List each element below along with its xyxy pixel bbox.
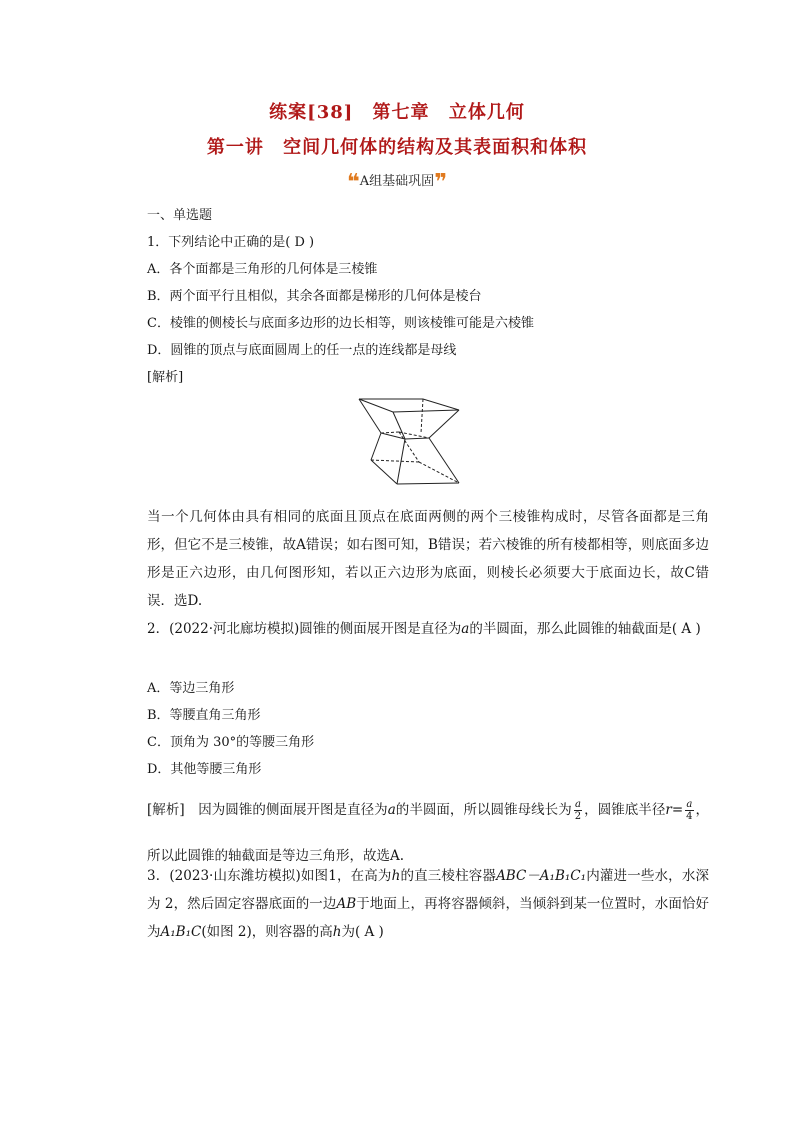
q1-option-c: C．棱锥的侧棱长与底面多边形的边长相等，则该棱锥可能是六棱锥	[147, 316, 534, 331]
lecture-number: 第一讲	[206, 137, 264, 158]
q2-option-b: B．等腰直角三角形	[147, 708, 261, 723]
q1-option-b: B．两个面平行且相似，其余各面都是梯形的几何体是棱台	[147, 289, 482, 304]
chapter-label: 第七章	[372, 102, 430, 123]
lecture-title	[0, 133, 794, 159]
open-quote-icon: ❝	[346, 170, 360, 195]
section-heading: 一、单选题	[147, 208, 213, 223]
q2-option-d: D．其他等腰三角形	[147, 762, 262, 777]
fraction-a-over-2: $\frac{a}{2}$	[574, 799, 582, 822]
lecture-topic: 空间几何体的结构及其表面积和体积	[283, 137, 588, 158]
close-quote-icon: ❞	[434, 170, 448, 195]
q1-analysis-label: [解析]	[147, 370, 184, 385]
q1-explanation: 当一个几何体由具有相同的底面且顶点在底面两侧的两个三棱锥构成时，尽管各面都是三角形，但它不是三棱锥，故A错误；如右图可知，B错误；若六棱锥的所有棱都相等，则底面多边形是正六边形，由几何图形知，若以正六边形为底面，则棱长必须要大于底面边长，故C错误．选D.	[147, 509, 710, 609]
group-heading	[0, 170, 794, 195]
q1-stem: 1．下列结论中正确的是( D )	[147, 235, 315, 250]
fraction-a-over-4: $\frac{a}{4}$	[686, 799, 693, 822]
frustum-figure	[355, 393, 467, 493]
q2-option-c: C．顶角为 30°的等腰三角形	[147, 735, 315, 750]
q2-stem: 2．(2022·河北廊坊模拟)圆锥的侧面展开图是直径为a的半圆面，那么此圆锥的轴截面是( A )	[147, 621, 701, 637]
q1-option-d: D．圆锥的顶点与底面圆周上的任一点的连线都是母线	[147, 343, 457, 358]
worksheet-title	[0, 98, 794, 124]
group-label: A组基础巩固	[359, 174, 435, 189]
q2-option-a: A．等边三角形	[147, 681, 235, 696]
q2-analysis-label: [解析]	[147, 802, 185, 818]
q1-option-a: A．各个面都是三角形的几何体是三棱锥	[147, 262, 378, 277]
worksheet-code: 练案[38]	[269, 102, 354, 123]
q2-explanation: [解析] 因为圆锥的侧面展开图是直径为a的半圆面，所以圆锥母线长为 $\frac{a}{2}$ ，圆锥底半径r= $\frac{a}{4}$ ，所以此圆锥的轴截面是等边三角形，故选A.	[147, 799, 710, 864]
figure-top-face	[359, 399, 459, 412]
subject-label: 立体几何	[448, 102, 525, 123]
q3-stem: 3．(2023·山东潍坊模拟)如图1，在高为h的直三棱柱容器ABC－A₁B₁C₁内灌进一些水，水深为 2，然后固定容器底面的一边AB于地面上，再将容器倾斜，当倾斜到某一位置时，水面恰好为A₁B₁C(如图 2)，则容器的高h为( A )	[147, 868, 710, 940]
